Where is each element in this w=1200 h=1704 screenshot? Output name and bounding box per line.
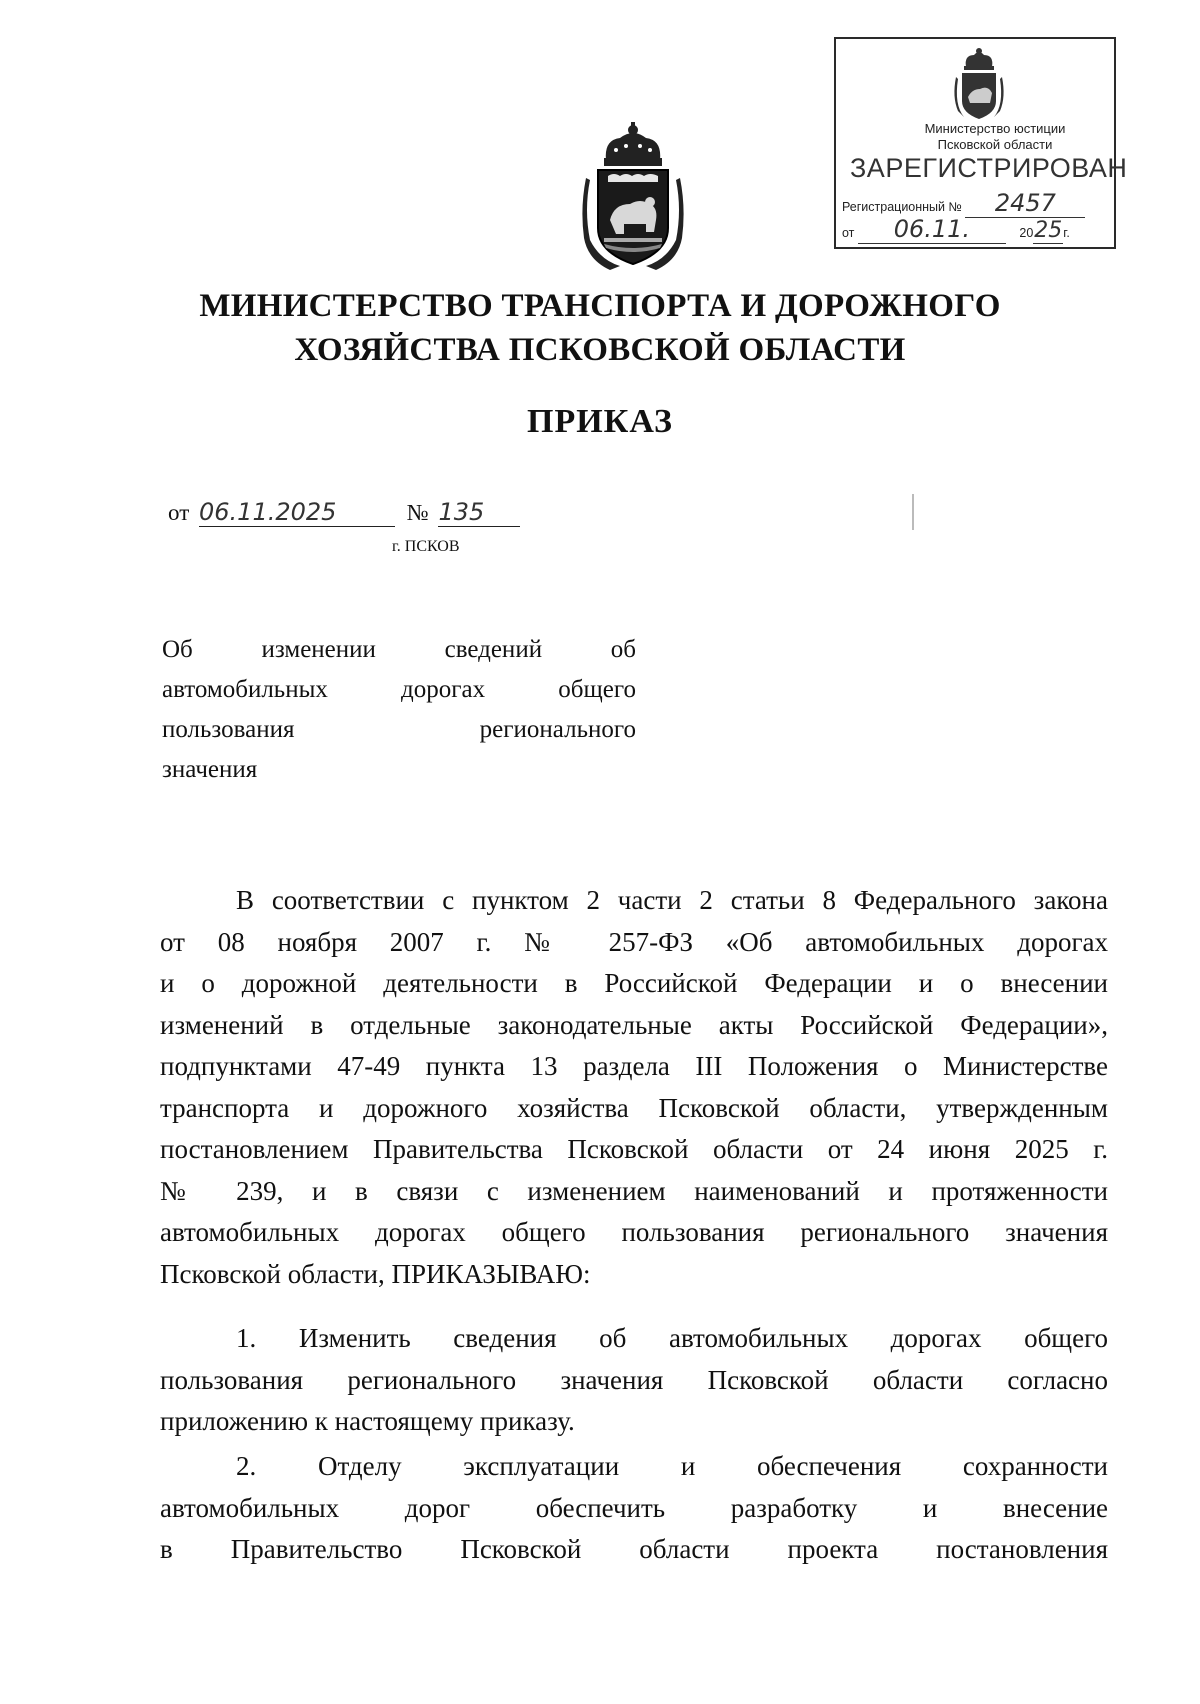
order-date-line	[168, 498, 520, 527]
preamble-line: автомобильных дорогах общего пользования регионального значения	[160, 1217, 1108, 1247]
item1-line: 1. Изменить сведения об автомобильных дорогах общего	[236, 1323, 1108, 1353]
stamp-date-prefix: от	[842, 226, 855, 240]
item2-line: 2. Отделу эксплуатации и обеспечения сохранности	[236, 1451, 1108, 1481]
stamp-emblem-icon	[952, 45, 1006, 123]
ministry-title-line2: ХОЗЯЙСТВА ПСКОВСКОЙ ОБЛАСТИ	[294, 332, 906, 368]
stamp-year-suffix: г.	[1063, 226, 1070, 240]
item1-line: пользования регионального значения Псковской области согласно	[160, 1364, 1108, 1395]
subject-line1: Об изменении сведений об	[162, 636, 636, 663]
preamble-line: изменений в отдельные законодательные акты Российской Федерации»,	[160, 1009, 1108, 1040]
stamp-reg-label: Регистрационный №	[842, 200, 962, 214]
preamble-paragraph	[160, 880, 1108, 1295]
stamp-reg-row	[842, 189, 1085, 218]
subject-line3: пользования регионального	[162, 716, 636, 743]
order-date: 06.11.2025	[199, 498, 395, 527]
preamble-line: постановлением Правительства Псковской области от 24 июня 2025 г.	[160, 1134, 1108, 1164]
ministry-title	[0, 284, 1200, 372]
order-number: 135	[438, 498, 520, 527]
stamp-year-value: 25	[1034, 218, 1063, 243]
stamp-ministry-line1: Министерство юстиции	[924, 121, 1066, 136]
order-date-prefix: от	[168, 500, 190, 525]
stamp-date-row	[842, 215, 1070, 244]
preamble-line: Псковской области, ПРИКАЗЫВАЮ:	[160, 1258, 591, 1289]
order-item-2	[160, 1446, 1108, 1571]
stamp-ministry-line2: Псковской области	[937, 137, 1053, 152]
item2-line: в Правительство Псковской области проекта постановления	[160, 1534, 1108, 1564]
preamble-line: транспорта и дорожного хозяйства Псковской области, утвержденным	[160, 1092, 1108, 1123]
order-item-1	[160, 1318, 1108, 1443]
item2-line: автомобильных дорог обеспечить разработку и внесение	[160, 1492, 1108, 1523]
order-city: г. ПСКОВ	[392, 538, 460, 555]
preamble-line: № 239, и в связи с изменением наименований и протяженности	[160, 1175, 1108, 1206]
preamble-line: от 08 ноября 2007 г. № 257-ФЗ «Об автомобильных дорогах	[160, 926, 1108, 957]
stamp-status: ЗАРЕГИСТРИРОВАН	[850, 153, 1128, 183]
stamp-date-value: 06.11.	[858, 215, 1006, 244]
registration-stamp	[834, 37, 1128, 249]
stamp-year-prefix: 20	[1019, 226, 1034, 240]
preamble-line: В соответствии с пунктом 2 части 2 статьи 8 Федерального закона	[236, 885, 1108, 915]
order-subject	[162, 630, 636, 790]
ministry-title-line1: МИНИСТЕРСТВО ТРАНСПОРТА И ДОРОЖНОГО	[199, 288, 1001, 324]
document-type: ПРИКАЗ	[527, 403, 673, 440]
coat-of-arms-emblem	[580, 120, 686, 272]
item1-line: приложению к настоящему приказу.	[160, 1406, 575, 1436]
order-number-prefix: №	[406, 500, 429, 525]
subject-line4: значения	[162, 756, 258, 783]
stamp-reg-number: 2457	[965, 189, 1085, 218]
scan-mark	[912, 494, 914, 530]
preamble-line: подпунктами 47-49 пункта 13 раздела III Положения о Министерстве	[160, 1051, 1108, 1081]
preamble-line: и о дорожной деятельности в Российской Федерации и о внесении	[160, 968, 1108, 998]
subject-line2: автомобильных дорогах общего	[162, 676, 636, 703]
